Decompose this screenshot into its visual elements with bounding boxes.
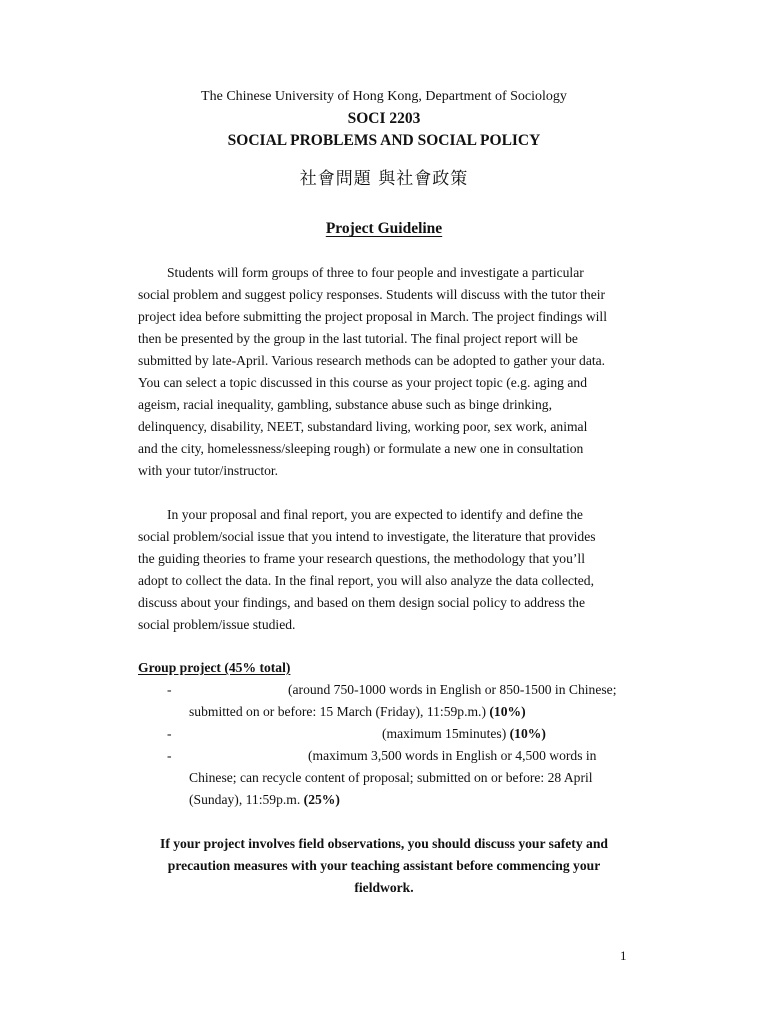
proposal-deadline-line <box>189 701 526 723</box>
text-line: You can select a topic discussed in this course as your project topic (e.g. aging and <box>138 375 587 390</box>
course-title-chinese: 社會問題 與社會政策 <box>299 169 469 189</box>
warning-line: If your project involves field observations, you should discuss your safety and <box>160 836 608 851</box>
report-details-cont: Chinese; can recycle content of proposal; submitted on or before: 28 April <box>189 770 593 785</box>
proposal-weight: (10%) <box>489 704 526 719</box>
text-line: ageism, racial inequality, gambling, substance abuse such as binge drinking, <box>138 397 552 412</box>
group-project-heading: Group project (45% total) <box>138 660 291 675</box>
presentation-line <box>382 723 546 745</box>
bullet-dash: - <box>167 726 172 741</box>
presentation-weight: (10%) <box>509 726 546 741</box>
text-line: project idea before submitting the project proposal in March. The project findings will <box>138 309 607 324</box>
course-title-english: SOCIAL PROBLEMS AND SOCIAL POLICY <box>227 132 541 149</box>
bullet-dash: - <box>167 682 172 697</box>
text-line: submitted by late-April. Various research methods can be adopted to gather your data. <box>138 353 606 368</box>
text-line: In your proposal and final report, you are expected to identify and define the <box>167 507 583 522</box>
text-line: adopt to collect the data. In the final report, you will also analyze the data collected, <box>138 573 594 588</box>
text-line: social problem/issue studied. <box>138 617 296 632</box>
proposal-details: (around 750-1000 words in English or 850-1500 in Chinese; <box>288 682 617 697</box>
text-line: delinquency, disability, NEET, substandard living, working poor, sex work, animal <box>138 419 588 434</box>
text-line: the guiding theories to frame your research questions, the methodology that you’ll <box>138 551 585 566</box>
proposal-deadline: submitted on or before: 15 March (Friday), 11:59p.m.) <box>189 704 486 719</box>
text-line: social problem and suggest policy responses. Students will discuss with the tutor their <box>138 287 606 302</box>
report-deadline-line <box>189 789 340 811</box>
report-details: (maximum 3,500 words in English or 4,500 words in <box>308 748 597 763</box>
text-line: Students will form groups of three to four people and investigate a particular <box>167 265 584 280</box>
report-weight: (25%) <box>303 792 340 807</box>
bullet-dash: - <box>167 748 172 763</box>
warning-line: precaution measures with your teaching assistant before commencing your <box>167 858 601 873</box>
report-deadline: (Sunday), 11:59p.m. <box>189 792 301 807</box>
text-line: discuss about your findings, and based on them design social policy to address the <box>138 595 586 610</box>
text-line: and the city, homelessness/sleeping rough) or formulate a new one in consultation <box>138 441 584 456</box>
text-line: social problem/social issue that you intend to investigate, the literature that provides <box>138 529 596 544</box>
page-number: 1 <box>620 948 627 963</box>
presentation-details: (maximum 15minutes) <box>382 726 507 741</box>
page-title: Project Guideline <box>325 220 443 237</box>
text-line: then be presented by the group in the last tutorial. The final project report will be <box>138 331 578 346</box>
university-department: The Chinese University of Hong Kong, Department of Sociology <box>201 89 567 104</box>
warning-line: fieldwork. <box>354 880 414 895</box>
course-code: SOCI 2203 <box>347 110 421 127</box>
text-line: with your tutor/instructor. <box>138 463 279 478</box>
